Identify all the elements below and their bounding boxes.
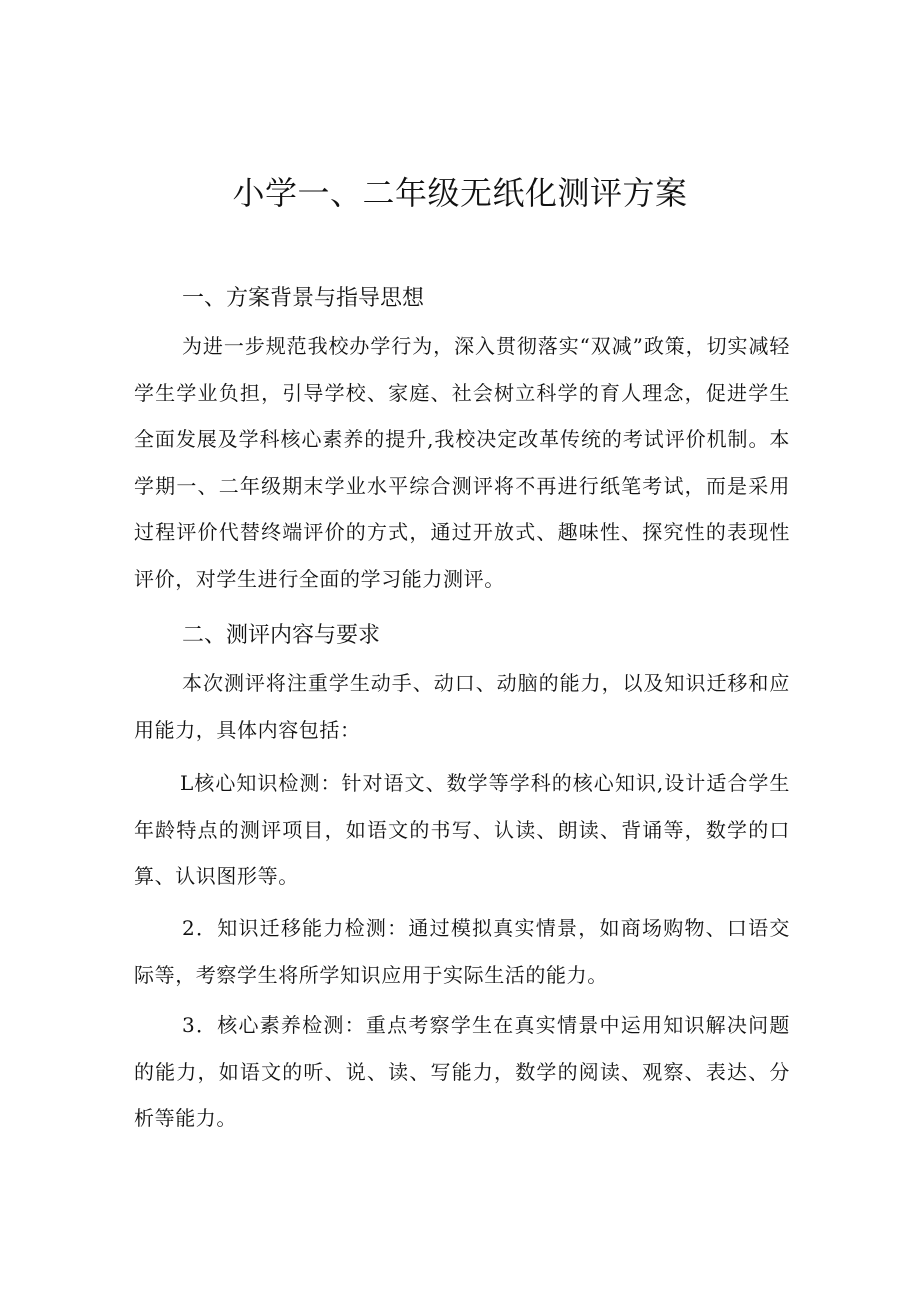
- list-item-core-literacy: 3．核心素养检测：重点考察学生在真实情景中运用知识解决问题的能力，如语文的听、说、读、写能力，数学的阅读、观察、表达、分析等能力。: [134, 1013, 790, 1130]
- document-title: 小学一、二年级无纸化测评方案: [232, 174, 688, 212]
- section-heading-content: 二、测评内容与要求: [182, 623, 381, 648]
- section-heading-background: 一、方案背景与指导思想: [182, 286, 425, 311]
- section-paragraph: 本次测评将注重学生动手、动口、动脑的能力，以及知识迁移和应用能力，具体内容包括：: [134, 671, 790, 742]
- list-item-knowledge-transfer: 2．知识迁移能力检测：通过模拟真实情景，如商场购物、口语交际等，考察学生将所学知识应用于实际生活的能力。: [134, 916, 790, 987]
- list-item-core-knowledge: L核心知识检测：针对语文、数学等学科的核心知识,设计适合学生年龄特点的测评项目，如语文的书写、认读、朗读、背诵等，数学的口算、认识图形等。: [134, 771, 790, 888]
- section-paragraph: 为进一步规范我校办学行为，深入贯彻落实“双减”政策，切实减轻学生学业负担，引导学校、家庭、社会树立科学的育人理念，促进学生全面发展及学科核心素养的提升,我校决定改革传统的考试评价机制。本学期一、二年级期末学业水平综合测评将不再进行纸笔考试，而是采用过程评价代替终端评价的方式，通过开放式、趣味性、探究性的表现性评价，对学生进行全面的学习能力测评。: [134, 334, 790, 591]
